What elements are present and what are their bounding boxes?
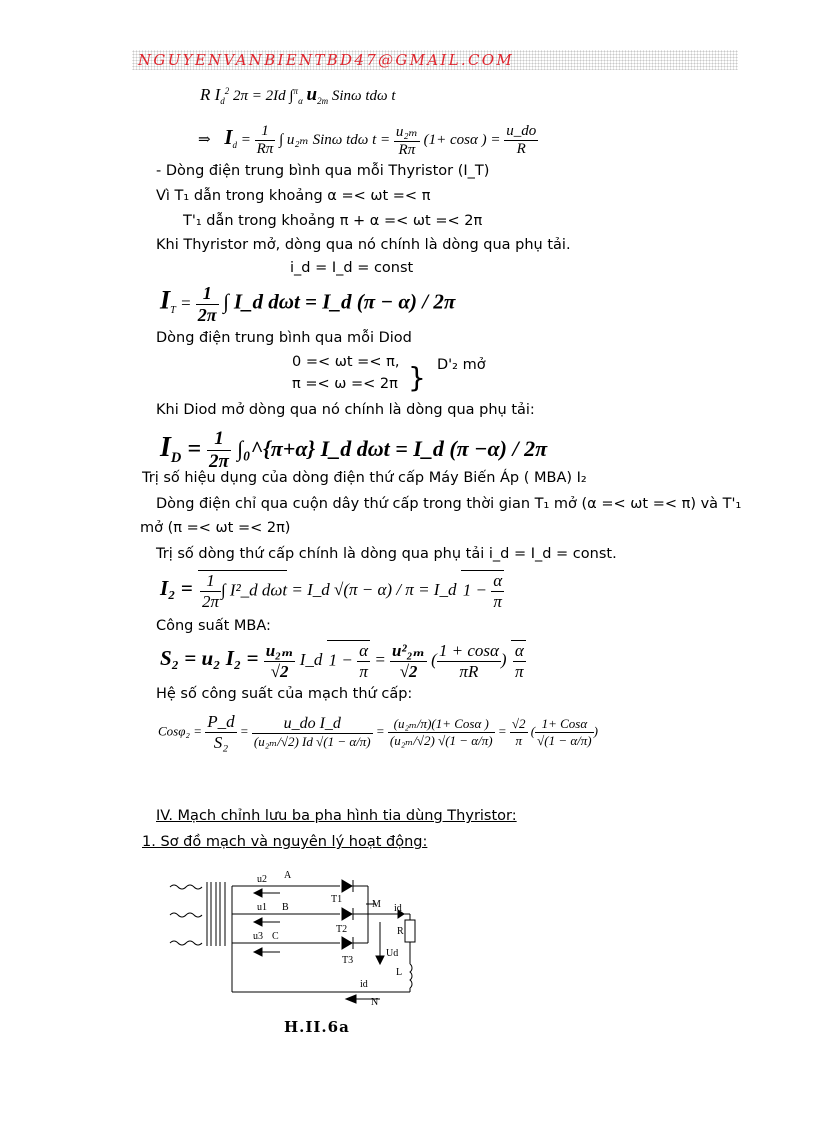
line-diode-range-1: 0 =< ωt =< π, [292, 354, 400, 370]
label-c: C [272, 931, 279, 942]
thyristor-t2-icon [342, 908, 352, 920]
inductor-l-icon [410, 964, 412, 988]
line-secondary-value: Trị số dòng thứ cấp chính là dòng qua phụ tải i_d = I_d = const. [156, 546, 617, 562]
label-t1: T1 [331, 894, 343, 905]
label-r: R [397, 926, 404, 937]
figure-caption: H.II.6a [284, 1018, 350, 1036]
equation-3: $I_T$ = $\frac{1}{2\pi}$ ∫ I_d dωt = I_d (π − α) / 2π [160, 283, 456, 325]
thyristor-t3-icon [342, 937, 352, 949]
primary-winding-c [170, 941, 202, 945]
line-t1-conduct: Vì T₁ dẫn trong khoảng α =< ωt =< π [156, 188, 431, 204]
line-id-const: i_d = I_d = const [290, 260, 414, 276]
thyristor-t1-icon [342, 880, 352, 892]
line-thyristor-open: Khi Thyristor mở, dòng qua nó chính là dòng qua phụ tải. [156, 237, 571, 253]
label-u3: u3 [253, 931, 263, 942]
label-ud: Ud [386, 948, 399, 959]
equation-4: $I_D$ = $\frac{1}{2\pi}$ ∫₀^{π+α} I_d dωt = I_d (π −α) / 2π [160, 428, 548, 472]
label-t3: T3 [342, 955, 354, 966]
label-t2: T2 [336, 924, 348, 935]
equation-2: ⇒ $I_d$ = $\frac{1}{R\pi}$ ∫ u₂ₘ Sinω tdω t = $\frac{\text{u₂ₘ}}{R\pi}$ (1+ cosα ) = $\frac{u\_do}{R}$ [198, 123, 537, 158]
primary-winding-b [170, 913, 202, 917]
section-heading-iv: IV. Mạch chỉnh lưu ba pha hình tia dùng Thyristor: [156, 808, 517, 824]
resistor-r-icon [405, 920, 415, 942]
line-rms-heading: Trị số hiệu dụng của dòng điện thứ cấp Máy Biến Áp ( MBA) I₂ [142, 470, 587, 486]
equation-5: I₂ = $\frac{1}{2\pi}$ ∫ I²_d dωt = I_d √(π − α) / π = I_d 1 − $\frac{\alpha}{\pi}$ [160, 571, 503, 611]
line-avg-thyristor: - Dòng điện trung bình qua mỗi Thyristor (I_T) [156, 163, 490, 179]
subsection-heading-1: 1. Sơ đồ mạch và nguyên lý hoạt động: [142, 834, 428, 850]
label-b: B [282, 902, 289, 913]
label-id-top: id [394, 903, 402, 914]
primary-winding-a [170, 885, 202, 889]
line-power-heading: Công suất MBA: [156, 618, 271, 634]
label-m: M [372, 899, 381, 910]
line-diode-range-2: π =< ω =< 2π [292, 376, 398, 392]
line-t1p-conduct: T'₁ dẫn trong khoảng π + α =< ωt =< 2π [183, 213, 483, 229]
label-n: N [371, 997, 379, 1008]
line-avg-diode: Dòng điện trung bình qua mỗi Diod [156, 330, 412, 346]
equation-1: R $I_d^2$ 2π = 2Id ∫$^\pi_\alpha$ $u_{2m}$ Sinω tdω t [200, 84, 396, 106]
equation-6: S₂ = u₂ I₂ = $\frac{\text{u₂ₘ}}{√2}$ I_d 1 − $\frac{\alpha}{\pi}$ = $\frac{\text{u²₂ₘ}}{√2}$ ( $\frac{1 + \cos\alpha}{\pi R}$ ) $\frac{\alpha}{\pi}$ [160, 640, 524, 681]
line-secondary-current: Dòng điện chỉ qua cuộn dây thứ cấp trong thời gian T₁ mở (α =< ωt =< π) và T'₁ [156, 496, 742, 512]
line-diode-open: D'₂ mở [437, 357, 486, 373]
equation-7: Cosφ₂ = $\frac{P\_d}{\text{S₂}}$ = u_do I_d (u₂ₘ/√2) Id √(1 − α/π) = (u₂ₘ/π)(1+ Cosα ) (u₂ₘ/√2) √(1 − α/π) = $\frac{√2}{\pi}$ ( 1+ Cosα √(1 − α/π) ) [158, 712, 598, 752]
label-u1: u1 [257, 902, 267, 913]
label-l: L [396, 967, 403, 978]
line-secondary-current-cont: mở (π =< ωt =< 2π) [140, 520, 291, 536]
email-text: NGUYENVANBIENTBD47@GMAIL.COM [138, 51, 515, 69]
line-diode-open-current: Khi Diod mở dòng qua nó chính là dòng qua phụ tải: [156, 402, 535, 418]
brace-icon: } [408, 361, 426, 394]
line-powerfactor-heading: Hệ số công suất của mạch thứ cấp: [156, 686, 413, 702]
label-id-bot: id [360, 979, 368, 990]
label-a: A [284, 870, 292, 881]
label-u2: u2 [257, 874, 267, 885]
